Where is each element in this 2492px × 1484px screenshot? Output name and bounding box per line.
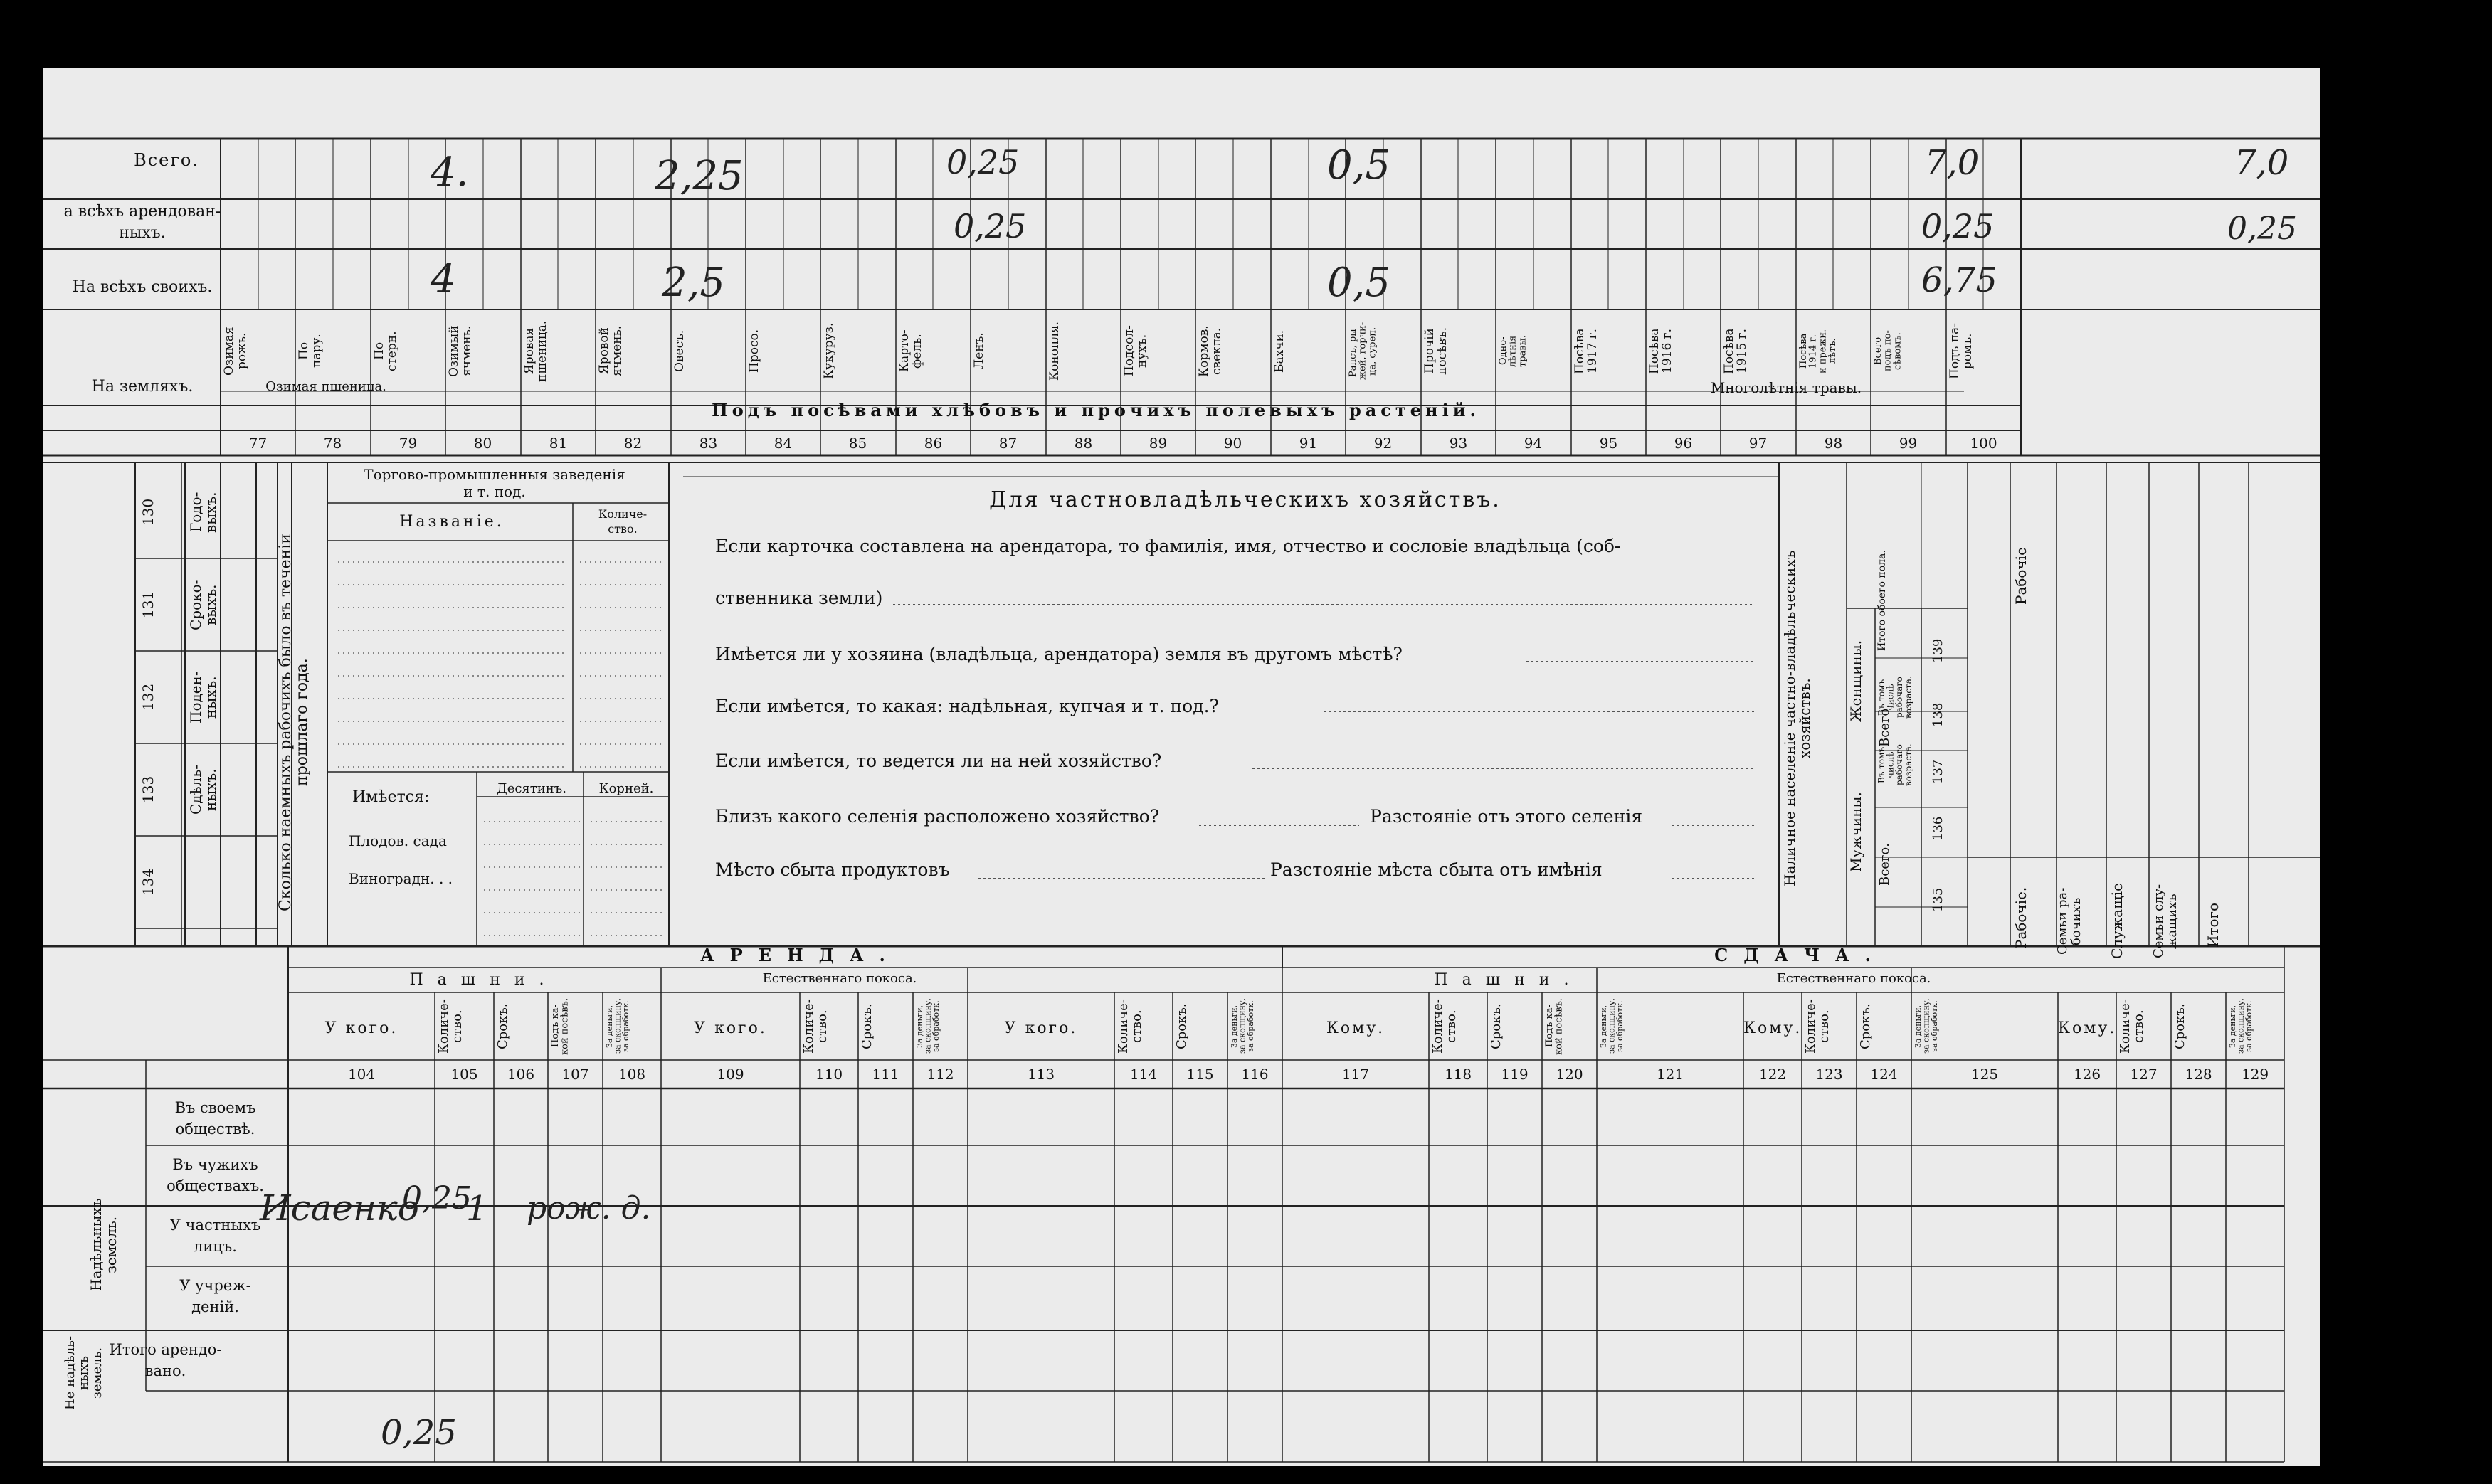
crop-header-label: Карто- фель. [897,329,924,373]
hw-total-78: 4. [431,149,469,196]
crop-header-num: 91 [1299,435,1318,452]
crop-header-num: 86 [924,435,943,452]
crop-header-num: 97 [1748,435,1768,452]
lease-col-num: 116 [1241,1066,1269,1083]
lease-col-header: За деньги, за скопщину, за обработк. [2228,998,2254,1054]
crop-header-label: Яровой ячмень. [597,325,624,377]
vineyard-label: Виноградн. . . [349,870,453,887]
perennial-grasses-label: Многолѣтнiя травы. [1710,379,1862,396]
sdacha-pokos: Естественнаго покоса. [1776,971,1931,986]
men-total-label: Всего. [1877,843,1892,886]
q-village-distance: Разстоянiе отъ этого селенiя [1370,806,1643,827]
lease-col-header: За деньги, за скопщину, за обработк. [1913,998,1940,1054]
lease-col-header: Количе- ство. [801,999,830,1054]
serving-families-label: Семьи слу- жащихъ [2151,884,2180,959]
crop-header-label: Конопля. [1047,321,1062,381]
header-komu: Кому. [2058,1019,2117,1037]
row-label-lands: На земляхъ. [91,378,194,396]
hired-col-label: Годо- выхъ. [187,492,219,533]
crop-header-label: Посѣва 1916 г. [1647,328,1674,374]
hired-col-num: 130 [139,498,157,526]
lease-col-num: 127 [2130,1066,2158,1083]
hired-col-label [189,843,253,921]
lease-row-label: У учреж- денiй. [179,1277,251,1316]
lease-col-num: 114 [1129,1066,1158,1083]
hw-total-91: 0,5 [1327,142,1391,189]
q-other-land: Имѣется ли у хозяина (владѣльца, арендатора) земля въ другомъ мѣстѣ? [715,644,1403,664]
hired-col-num: 131 [139,590,157,619]
crop-header-label: Ленъ. [972,332,986,370]
itogo-label: Итого [2205,902,2222,948]
orchard-label: Плодов. сада [349,832,447,849]
arenda-title: АРЕНДА. [700,945,901,965]
ozimaya-wheat-label: Озимая пшеница. [265,379,386,394]
lease-col-num: 119 [1501,1066,1529,1083]
row-label-leased: а всѣхъ арендован- ныхъ. [63,203,221,242]
row-label-total: Всего. [134,150,199,170]
population-col-num: 139 [1931,638,1945,664]
hw-total-leased: 0,25 [381,1413,457,1453]
crop-header-num: 100 [1970,435,1997,452]
crop-header-num: 83 [699,435,718,452]
q-near-village: Близъ какого селенiя расположено хозяйство? [715,806,1160,827]
hired-col-label: Поден- ныхъ. [187,671,219,724]
lease-col-num: 106 [507,1066,535,1083]
hired-col-num: 132 [139,683,157,711]
crop-header-num: 82 [623,435,643,452]
hw-total-86: 0,25 [946,143,1020,181]
women-working-label: Въ томъ числѣ рабочаго возраста. [1876,676,1913,719]
lease-col-num: 107 [561,1066,589,1083]
row-label-own: На всѣхъ своихъ. [72,278,213,296]
hw-total-82: 2,25 [655,153,744,199]
group-nenadel-label: Не надѣль- ныхъ земель. [63,1335,105,1411]
lease-row-label: Въ чужихъ обществахъ. [167,1156,264,1195]
crop-header-label: Кормов. свекла. [1197,325,1224,377]
crop-header-label: Озимая рожь. [222,327,249,376]
header-komu: Кому. [1743,1019,1802,1037]
crop-header-label: Яровая пшеница. [522,320,549,382]
sdacha-title: СДАЧА. [1714,945,1886,965]
hw-own-91: 0,5 [1327,260,1391,306]
desyatin-header: Десятинъ. [497,781,566,796]
q-owner-line1: Если карточка составлена на арендатора, то фамилiя, имя, отчество и сословiе владѣльца (соб- [715,536,1621,556]
crop-header-num: 99 [1899,435,1918,452]
worker-families-label: Семьи ра- бочихъ [2055,887,2084,955]
crop-header-num: 98 [1824,435,1843,452]
header-komu: Кому. [1326,1019,1385,1037]
header-ukogo: У кого. [694,1019,767,1037]
crop-header-label: Подъ па- ромъ. [1948,323,1975,379]
sdacha-pashni: Пашни. [1434,971,1583,989]
crop-header-num: 92 [1373,435,1393,452]
lease-col-num: 109 [717,1066,744,1083]
lease-col-header: Срокъ. [1489,1003,1504,1049]
hired-col-num: 133 [139,775,157,804]
hw-lease-use: рож. д. [527,1190,651,1226]
has-label: Имѣется: [352,788,430,806]
crop-header-num: 93 [1449,435,1468,452]
population-col-num: 136 [1931,816,1945,842]
crop-header-label: Подсол- нухъ. [1122,325,1149,377]
crops-band-title: Подъ посѣвами хлѣбовъ и прочихъ полевыхъ растенiй. [712,400,1480,420]
lease-col-num: 128 [2185,1066,2212,1083]
lease-col-header: Срокъ. [1174,1003,1189,1049]
crop-header-num: 81 [549,435,568,452]
lease-col-header: За деньги, за скопщину, за обработк. [915,998,941,1054]
crop-header-label: Кукуруз. [822,322,836,380]
hw-lease-qty: 0,25 [402,1180,472,1217]
trade-name-header: Названiе. [399,513,505,531]
crop-header-num: 79 [398,435,418,452]
hw-lease-name: Исаенко [260,1187,419,1229]
lease-col-num: 105 [450,1066,478,1083]
lease-col-num: 113 [1027,1066,1055,1083]
crop-header-label: Бахчи. [1272,329,1287,373]
lease-col-num: 123 [1815,1066,1843,1083]
crop-header-label: По стерн. [372,331,399,371]
crop-header-label: Озимый ячмень. [447,325,474,377]
hw-lease-term: 1 [466,1189,488,1229]
lease-col-num: 129 [2241,1066,2269,1083]
crop-header-label: Овесъ. [672,329,687,373]
lease-col-header: Количе- ство. [1430,999,1459,1054]
q-market-distance: Разстоянiе мѣста сбыта отъ имѣнiя [1270,859,1603,880]
hw-own-99: 6,75 [1921,260,1997,300]
lease-col-num: 115 [1186,1066,1214,1083]
lease-col-num: 111 [872,1066,899,1083]
population-col-num: 135 [1931,887,1945,913]
men-working-label: Въ томъ числѣ рабочаго возраста. [1876,743,1913,786]
header-ukogo: У кого. [1004,1019,1078,1037]
crop-header-label: Прочiй посѣвъ. [1422,327,1450,376]
lease-col-num: 124 [1870,1066,1898,1083]
crop-header-num: 78 [323,435,342,452]
crop-header-label: Посѣва 1914 г. и прежн. лѣтъ. [1798,329,1838,373]
lease-row-label: Итого арендо- вано. [109,1341,222,1380]
women-label: Женщины. [1847,640,1864,723]
crop-header-num: 87 [998,435,1018,452]
population-col-num: 138 [1931,702,1945,728]
population-col-num: 137 [1931,759,1945,785]
lease-col-header: Срокъ. [1858,1003,1873,1049]
hired-col-label: Сроко- выхъ. [187,579,219,630]
lease-row-label: У частныхъ лицъ. [169,1217,261,1256]
lease-col-header: За деньги, за скопщину, за обработк. [1230,998,1256,1054]
lease-col-header: Подъ ка- кой посѣвъ. [550,997,571,1055]
roots-header: Корней. [598,781,654,796]
lease-col-num: 110 [815,1066,843,1083]
crop-header-num: 95 [1599,435,1618,452]
lease-col-num: 122 [1758,1066,1787,1083]
workers-label: Рабочiе. [2012,886,2029,949]
lease-col-num: 126 [2073,1066,2101,1083]
crop-header-label: Всего подъ по- сѣвомъ. [1873,330,1904,372]
crop-header-num: 90 [1223,435,1242,452]
lease-col-header: За деньги, за скопщину, за обработк. [605,998,631,1054]
lease-col-header: Срокъ. [2172,1003,2187,1049]
q-land-type: Если имѣется, то какая: надѣльная, купчая и т. под.? [715,696,1219,716]
lease-col-num: 118 [1444,1066,1472,1083]
hw-own-78: 4 [431,256,456,302]
crop-header-num: 89 [1149,435,1168,452]
lease-row-label: Въ своемъ обществѣ. [174,1099,256,1138]
hired-col-num: 134 [139,868,157,896]
q-farming: Если имѣется, то ведется ли на ней хозяйство? [715,751,1162,771]
hired-col-label: Сдѣль- ныхъ. [187,764,219,815]
lease-col-header: Подъ ка- кой посѣвъ. [1544,997,1565,1055]
crop-header-label: Посѣва 1917 г. [1573,328,1600,374]
crop-header-num: 84 [774,435,793,452]
lease-col-num: 112 [926,1066,954,1083]
lease-col-num: 121 [1656,1066,1684,1083]
census-card [43,68,2320,1466]
hw-leased-right: 0,25 [2227,211,2297,247]
serving-label: Служащiе [2108,883,2126,960]
crop-header-label: Одно- лѣтнiя травы. [1498,334,1529,368]
crop-header-num: 88 [1074,435,1093,452]
crop-header-num: 85 [848,435,867,452]
crop-header-label: Рапсъ, ры- жей, горчи- ца, суреп. [1348,322,1378,381]
total-both-label: Итого обоего пола. [1876,550,1888,651]
crop-header-label: Посѣва 1915 г. [1722,328,1749,374]
hw-total-right: 7,0 [2234,143,2289,183]
hired-workers-label: Сколько наемныхъ рабочихъ было въ теченiи прошлаго года. [277,533,312,911]
crop-header-num: 77 [248,435,268,452]
arenda-pashni: Пашни. [409,971,559,989]
lease-col-num: 125 [1970,1066,1999,1083]
trade-qty-header: Количе- ство. [598,507,648,536]
workers-top-label: Рабочiе [2012,547,2029,605]
men-label: Мужчины. [1847,792,1864,873]
lease-col-header: Срокъ. [495,1003,510,1049]
arenda-pokos: Естественнаго покоса. [762,971,917,986]
crop-header-num: 80 [473,435,492,452]
hw-leased-86: 0,25 [954,207,1027,245]
lease-col-num: 108 [618,1066,646,1083]
q-market: Мѣсто сбыта продуктовъ [715,859,950,880]
hw-own-82: 2,5 [662,260,726,306]
group-nadel-label: Надѣльныхъ земель. [88,1198,120,1292]
header-ukogo: У кого. [324,1019,398,1037]
lease-col-header: Количе- ство. [1803,999,1832,1054]
women-total-label: Всего. [1877,704,1892,747]
hw-total-99: 7,0 [1925,143,1980,183]
population-label: Наличное населенiе частно-владѣльческихъ хозяйствъ. [1781,550,1813,887]
private-title: Для частновладѣльческихъ хозяйствъ. [989,487,1501,512]
q-owner-line2: ственника земли) [715,588,883,608]
crop-header-num: 94 [1524,435,1543,452]
lease-col-header: Срокъ. [860,1003,875,1049]
crop-header-label: По пару. [297,334,324,369]
lease-col-header: Количе- ство. [1116,999,1144,1054]
hw-leased-99: 0,25 [1921,207,1995,245]
crop-header-label: Просо. [747,329,761,373]
lease-col-header: За деньги, за скопщину, за обработк. [1599,998,1625,1054]
lease-col-header: Количе- ство. [2118,999,2146,1054]
lease-col-header: Количе- ство. [436,999,465,1054]
trade-title: Торгово-промышленныя заведенiя и т. под. [364,466,625,500]
lease-col-num: 104 [347,1066,376,1083]
lease-col-num: 117 [1341,1066,1370,1083]
crop-header-num: 96 [1674,435,1693,452]
lease-col-num: 120 [1556,1066,1583,1083]
